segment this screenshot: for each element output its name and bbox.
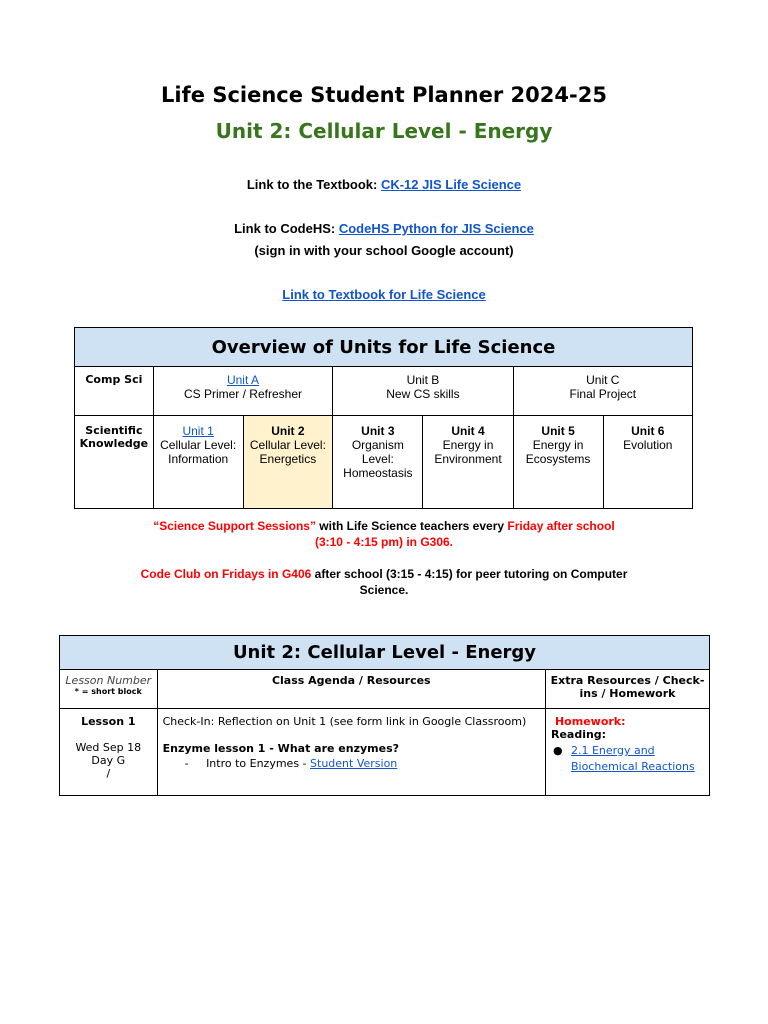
- textbook-link-line: [0, 177, 768, 192]
- unit-3-cell: [333, 416, 423, 509]
- intro-enzymes-text: Intro to Enzymes -: [206, 757, 311, 770]
- lesson-slash: /: [106, 767, 111, 780]
- unit-c-desc: Final Project: [569, 387, 637, 401]
- unit-3-desc: Organism Level: Homeostasis: [343, 438, 413, 480]
- life-science-textbook-link[interactable]: Link to Textbook for Life Science: [282, 287, 486, 302]
- unit-2-cell: [243, 416, 333, 509]
- unit-table-title: Unit 2: Cellular Level - Energy: [60, 636, 710, 670]
- unit-5-desc: Energy in Ecosystems: [525, 438, 591, 466]
- overview-table: [74, 327, 693, 509]
- unit-b-cell: [333, 367, 513, 416]
- support-sessions-day: Friday after school: [507, 519, 615, 533]
- student-version-link[interactable]: Student Version: [310, 757, 398, 770]
- scientific-knowledge-label: Scientific Knowledge: [75, 416, 154, 509]
- support-sessions-time: (3:10 - 4:15 pm) in G306.: [314, 535, 454, 549]
- unit-1-link[interactable]: Unit 1: [182, 424, 214, 438]
- textbook-link-label: Link to the Textbook:: [246, 177, 381, 192]
- codehs-link[interactable]: CodeHS Python for JIS Science: [338, 221, 534, 236]
- lesson-date: Wed Sep 18: [75, 741, 142, 754]
- bullet-marker: ●: [552, 744, 563, 757]
- support-sessions-text: with Life Science teachers every: [315, 519, 508, 533]
- unit-b-desc: New CS skills: [386, 387, 460, 401]
- reading-link[interactable]: 2.1 Energy and Biochemical Reactions: [570, 744, 695, 773]
- dash-marker: -: [184, 757, 189, 770]
- code-club-text: after school (3:15 - 4:15) for peer tutoring on Computer Science.: [311, 567, 628, 597]
- lesson-number: Lesson 1: [81, 715, 136, 728]
- list-item: [551, 743, 704, 775]
- unit-4-name: Unit 4: [451, 424, 485, 438]
- textbook-link[interactable]: CK-12 JIS Life Science: [380, 177, 522, 192]
- unit-c-cell: [513, 367, 692, 416]
- intro-enzymes-item: [185, 757, 540, 770]
- support-sessions-title: “Science Support Sessions”: [153, 519, 316, 533]
- unit-4-desc: Energy in Environment: [434, 438, 502, 466]
- codehs-link-label: Link to CodeHS:: [234, 221, 339, 236]
- unit-2-desc: Cellular Level: Energetics: [249, 438, 326, 466]
- unit-a-link[interactable]: Unit A: [226, 373, 259, 387]
- unit-5-name: Unit 5: [541, 424, 575, 438]
- unit-4-cell: [423, 416, 513, 509]
- code-club-note: [120, 566, 648, 598]
- unit-3-name: Unit 3: [361, 424, 395, 438]
- lesson-day: Day G: [91, 754, 126, 767]
- unit-a-desc: CS Primer / Refresher: [183, 387, 302, 401]
- life-science-textbook-line: [0, 287, 768, 302]
- unit-6-name: Unit 6: [631, 424, 665, 438]
- page-title: Life Science Student Planner 2024-25: [161, 83, 607, 107]
- comp-sci-label: Comp Sci: [75, 367, 154, 416]
- codehs-note: (sign in with your school Google account): [254, 243, 514, 258]
- unit-b-name: Unit B: [406, 373, 440, 387]
- page-subtitle: Unit 2: Cellular Level - Energy: [215, 119, 553, 143]
- homework-label: Homework:: [554, 715, 626, 728]
- unit-1-desc: Cellular Level: Information: [160, 438, 237, 466]
- extra-resources-header: Extra Resources / Check-ins / Homework: [545, 670, 709, 709]
- lesson-1-agenda: [157, 709, 545, 796]
- lesson-1-cell: [60, 709, 158, 796]
- short-block-note: * = short block: [74, 687, 142, 696]
- unit-c-name: Unit C: [586, 373, 620, 387]
- unit-5-cell: [513, 416, 603, 509]
- codehs-link-line: [0, 221, 768, 236]
- science-support-note: [120, 518, 648, 550]
- reading-label: Reading:: [550, 728, 607, 741]
- unit-2-name: Unit 2: [271, 424, 305, 438]
- overview-title: Overview of Units for Life Science: [75, 328, 693, 367]
- unit-1-cell: [153, 416, 243, 509]
- lesson-1-extra: [545, 709, 709, 796]
- unit-a-cell: [153, 367, 332, 416]
- lesson-number-label: Lesson Number: [65, 674, 152, 687]
- unit-2-table: [59, 635, 710, 796]
- lesson-number-header: [60, 670, 158, 709]
- table-row: [60, 709, 710, 796]
- unit-6-desc: Evolution: [623, 438, 673, 452]
- checkin-text: Check-In: Reflection on Unit 1 (see form link in Google Classroom): [162, 715, 527, 728]
- code-club-title: Code Club on Fridays in G406: [140, 567, 312, 581]
- unit-6-cell: [603, 416, 692, 509]
- enzyme-lesson-title: Enzyme lesson 1 - What are enzymes?: [162, 742, 400, 755]
- class-agenda-header: Class Agenda / Resources: [157, 670, 545, 709]
